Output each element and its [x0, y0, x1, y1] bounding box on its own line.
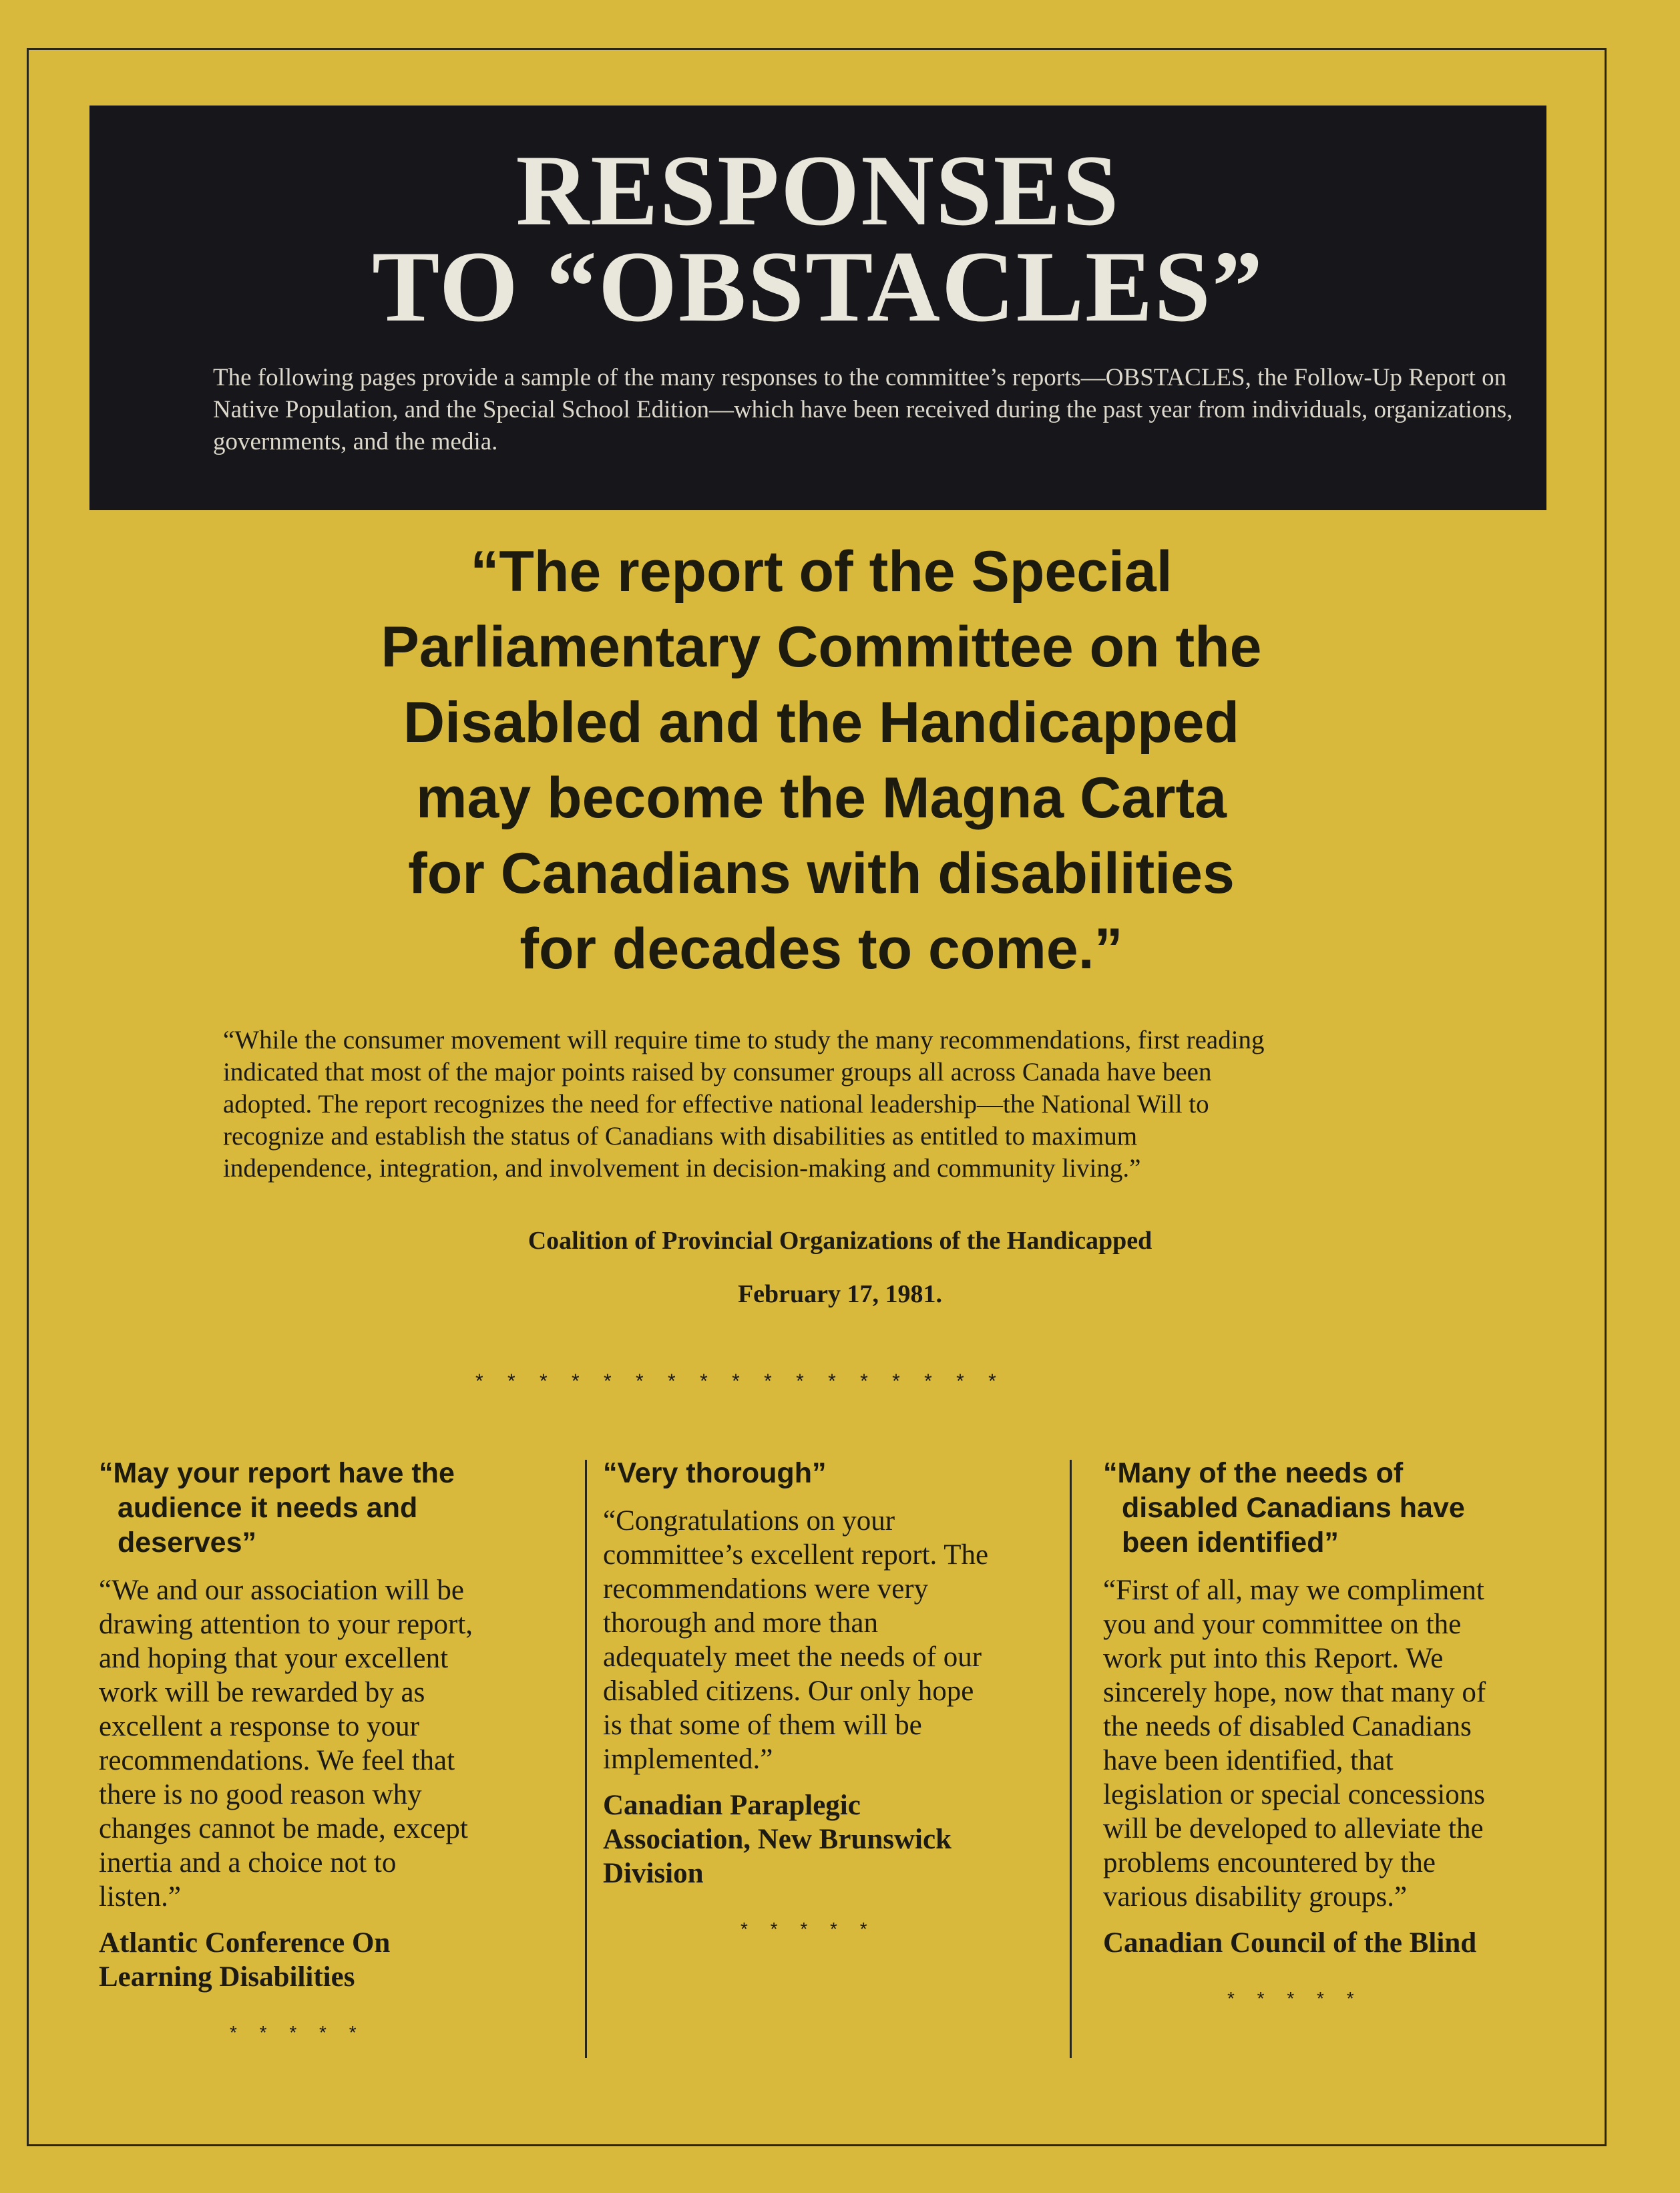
- source-line: Canadian Paraplegic: [603, 1790, 861, 1821]
- lead-quote-source: Coalition of Provincial Organizations of the Handicapped: [528, 1227, 1152, 1255]
- quote-line: adequately meet the needs of our: [603, 1641, 982, 1673]
- response-source: [603, 1788, 1064, 1890]
- source-line: Atlantic Conference On: [99, 1927, 391, 1959]
- quote-line: the needs of disabled Canadians: [1103, 1711, 1472, 1742]
- response-source: [1103, 1926, 1570, 1960]
- title-line: RESPONSES: [515, 134, 1120, 246]
- response-quote: [1103, 1573, 1570, 1914]
- heading-line: “Very thorough”: [603, 1457, 827, 1489]
- quote-line: work will be rewarded by as: [99, 1677, 425, 1708]
- headline-line: for Canadians with disabilities: [408, 841, 1235, 906]
- quote-line: committee’s excellent report. The: [603, 1539, 989, 1571]
- headline-line: Parliamentary Committee on the: [381, 615, 1262, 679]
- headline-line: for decades to come.”: [519, 917, 1123, 981]
- quote-line: legislation or special concessions: [1103, 1779, 1485, 1810]
- heading-line: “May your report have the: [99, 1457, 455, 1489]
- heading-line: been identified”: [1122, 1527, 1339, 1559]
- quote-line: implemented.”: [603, 1744, 773, 1775]
- response-column: [603, 1456, 1064, 1940]
- response-heading: [1103, 1456, 1570, 1560]
- quote-line: various disability groups.”: [1103, 1881, 1408, 1913]
- quote-line: inertia and a choice not to: [99, 1847, 397, 1878]
- quote-line: problems encountered by the: [1103, 1847, 1436, 1878]
- response-heading: [99, 1456, 566, 1560]
- column-separator: * * * * *: [741, 1919, 867, 1939]
- lead-quote-line: recognize and establish the status of Canadians with disabilities as entitled to maximum: [223, 1122, 1138, 1151]
- source-line: Division: [603, 1858, 704, 1889]
- response-quote: [99, 1573, 566, 1914]
- quote-line: “We and our association will be: [99, 1575, 465, 1606]
- lead-quote-line: adopted. The report recognizes the need for effective national leadership—the National Will to: [223, 1090, 1209, 1119]
- headline-line: Disabled and the Handicapped: [403, 690, 1239, 755]
- title-banner: [89, 106, 1546, 510]
- headline-quote: [200, 534, 1442, 987]
- quote-line: “Congratulations on your: [603, 1505, 895, 1537]
- quote-line: recommendations were very: [603, 1573, 929, 1605]
- quote-line: “First of all, may we compliment: [1103, 1575, 1484, 1606]
- quote-line: and hoping that your excellent: [99, 1643, 449, 1674]
- quote-line: you and your committee on the: [1103, 1609, 1462, 1640]
- quote-line: sincerely hope, now that many of: [1103, 1677, 1486, 1708]
- quote-line: changes cannot be made, except: [99, 1813, 468, 1844]
- quote-line: is that some of them will be: [603, 1710, 922, 1741]
- quote-line: will be developed to alleviate the: [1103, 1813, 1484, 1844]
- quote-line: listen.”: [99, 1881, 181, 1913]
- source-line: Association, New Brunswick: [603, 1824, 952, 1855]
- quote-line: excellent a response to your: [99, 1711, 419, 1742]
- heading-line: deserves”: [118, 1527, 256, 1559]
- quote-line: have been identified, that: [1103, 1745, 1394, 1776]
- quote-line: recommendations. We feel that: [99, 1745, 455, 1776]
- quote-line: work put into this Report. We: [1103, 1643, 1444, 1674]
- lead-quote-date: February 17, 1981.: [737, 1280, 943, 1308]
- column-separator: * * * * *: [1227, 1988, 1354, 2009]
- title-line: TO “OBSTACLES”: [372, 230, 1264, 343]
- column-separator: * * * * *: [230, 2022, 357, 2043]
- intro-paragraph: The following pages provide a sample of the many responses to the committee’s reports—OBSTACLES, the Follow-Up Report on Native Population, and the Special School Edition—which have been received during the past year from individuals, organizations, governments, and the media.: [213, 364, 1513, 455]
- source-line: Canadian Council of the Blind: [1103, 1927, 1477, 1959]
- quote-line: thorough and more than: [603, 1607, 878, 1639]
- lead-quote-line: independence, integration, and involvement in decision-making and community living.”: [223, 1154, 1141, 1183]
- heading-line: audience it needs and: [118, 1492, 418, 1524]
- lead-quote-line: indicated that most of the major points raised by consumer groups all across Canada have been: [223, 1058, 1212, 1086]
- response-column: [1103, 1456, 1570, 2009]
- quote-line: there is no good reason why: [99, 1779, 422, 1810]
- column-divider: [1070, 1460, 1072, 2058]
- section-separator: * * * * * * * * * * * * * * * * *: [475, 1370, 996, 1392]
- lead-quote-line: “While the consumer movement will require time to study the many recommendations, first reading: [223, 1026, 1265, 1054]
- lead-quote-paragraph: [223, 1024, 1472, 1185]
- quote-line: drawing attention to your report,: [99, 1609, 473, 1640]
- heading-line: disabled Canadians have: [1122, 1492, 1465, 1524]
- response-quote: [603, 1504, 1064, 1776]
- response-column: [99, 1456, 566, 2043]
- quote-line: disabled citizens. Our only hope: [603, 1675, 974, 1707]
- response-heading: [603, 1456, 1064, 1490]
- response-source: [99, 1926, 566, 1994]
- headline-line: may become the Magna Carta: [416, 766, 1227, 830]
- page-title: [89, 134, 1546, 343]
- column-divider: [585, 1460, 587, 2058]
- headline-line: “The report of the Special: [470, 540, 1173, 604]
- source-line: Learning Disabilities: [99, 1961, 355, 1993]
- heading-line: “Many of the needs of: [1103, 1457, 1404, 1489]
